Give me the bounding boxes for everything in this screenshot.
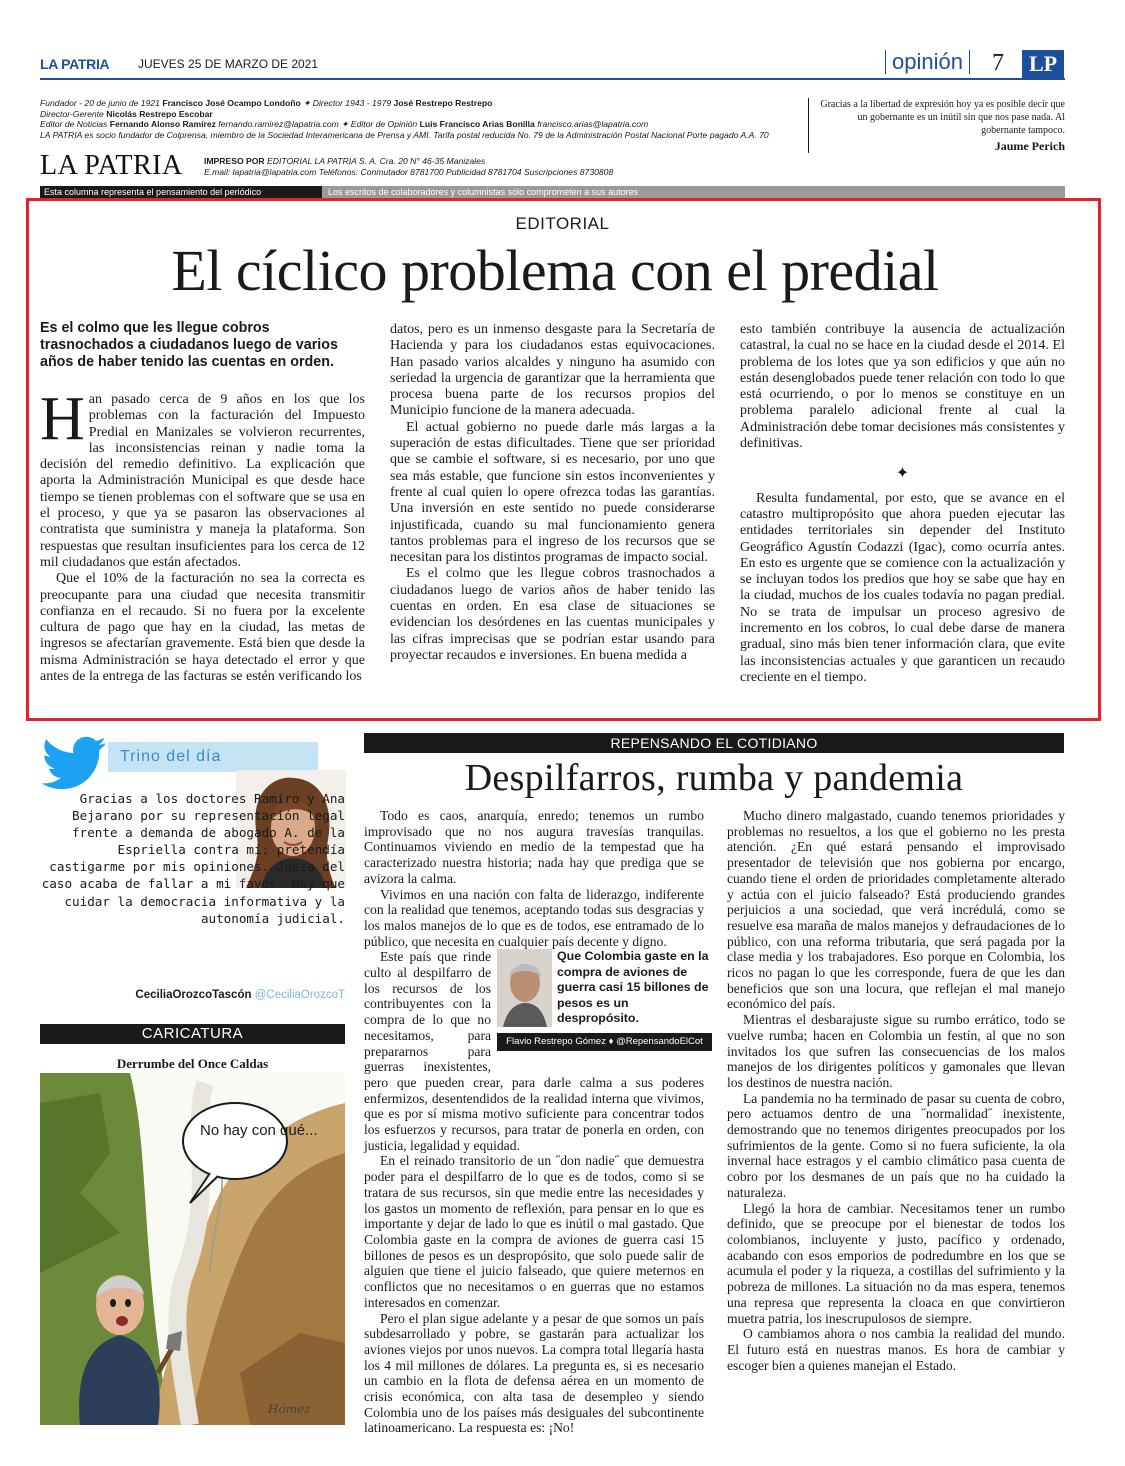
editorial-paragraph: esto también contribuye la ausencia de actualización catastral, la cual no se hace en la ciudad desde el 2014. El problema de los lotes que ya son edificios y que aún no están desenglobados puede tener relación con todo lo que está ocurriendo, o por lo menos se constituye en un problema paralelo adicional frente al cual la Administración debe tomar decisiones más consistentes y definitivas. [740,322,1065,452]
trino-text: Gracias a los doctores Ramiro y Ana Bejarano por su representación legal frente a demanda de abogado A. de la Espriella contra mí: pretendía castigarme por mis opiniones. Jueza del caso acaba de fallar a mi favor. Hay que cuidar la democracia informativa y la autonomía judicial. [41,791,345,926]
editorial-label: EDITORIAL [515,214,610,233]
cartoonist-signature: Hómez [268,1402,311,1416]
editorial-column-1 [40,385,365,685]
caricatura-title: Derrumbe del Once Caldas [116,1056,269,1071]
issue-date: JUEVES 25 DE MARZO DE 2021 [138,57,319,71]
editorial-paragraph: Es el colmo que les llegue cobros trasnochados a ciudadanos luego de varios años de haber tenido las cuentas en orden. En esa clase de situaciones se evidencian los desórdenes en las cuentas municipales y las cifras imprecisas que se podrían estar usando para proyectar recaudos e inversiones. En buena medida a [390,566,715,663]
section-label: opinión [885,50,970,74]
separator-star: ✦ [895,465,910,483]
editorial-paragraph: Resulta fundamental, por esto, que se avance en el catastro multipropósito que ahora pueden ejecutar las entidades territoriales sin depender del Instituto Geográfico Agustín Codazzi (Igac), como ocurría antes. En esto es urgente que se comience con la actualización y se incluyan todos los predios que hoy se sabe que hay en la ciudad, muchos de los cuales todavía no pagan predial. No se trata de impulsar un proceso agresivo de incremento en los cobros, lo cual debe darse de manera gradual, sino más bien tener información clara, que evite las inconsistencias actuales y que garanticen un recaudo creciente en el tiempo. [740,490,1065,685]
column-paragraph: La pandemia no ha terminado de pasar su cuenta de cobro, pero actuamos dentro de una ˝normalidad˝ inexistente, demostrando que no tenemos dirigentes preocupados por los sufrimientos de la gente. Como si no fuera suficiente, la ola invernal hace estragos y el cambio climático pasa cuenta de cobro por los desmanes de un país que no ha cuidado la naturaleza. [727,1090,1065,1200]
twitter-bird-icon [40,733,110,793]
lp-badge: LP [1022,50,1064,78]
masthead-text: francisco.arias@lapatria.com [534,119,649,129]
editorial-column-3 [740,322,1065,686]
masthead-text: fernando.ramirez@lapatria.com ✦ Editor de Opinión [215,119,420,129]
columnist-photo [497,949,552,1027]
paragraph-text: Este país que rinde culto al despilfarro de los recursos de los contribuyentes con la compra de lo que no necesitamos, para prepararnos para guerras inexistentes, pero que pueden crear, para darle calma a sus poderes enfermizos, desentendidos de la realidad interna que vivimos, que es por sí misma motivo suficiente para concentrar todos los esfuerzos y recursos, para tratar de ponerla en orden, con justicia, legalidad y equidad. [364,949,704,1153]
disclaimer-right: Los escritos de colaboradores y columnistas sólo comprometen a sus autores [328,187,639,197]
disclaimer-strip [40,186,1065,198]
editorial-paragraph: El actual gobierno no puede darle más largas a la superación de estas dificultades. Tiene que ser prioridad que se cambie el software, si es necesario, por uno que sea más estable, que funcione sin estos inconvenientes y frente al cual quien lo opere ofrezca todas las garantías. Una inversión en este sentido no puede considerarse injustificada, cuando su mal funcionamiento genera tantos problemas para el ingreso de los recursos que se necesitan para los distintos programas de impacto social. [390,419,715,566]
editorial-paragraph: Que el 10% de la facturación no sea la correcta es preocupante para una ciudad que necesita transmitir confianza en el recaudo. Si no fuera por la excelente cultura de pago que hay en la ciudad, las metas de ingresos se afectarían gravemente. Está bien que desde la misma Administración se haya detectado el error y que antes de la entrega de las facturas se estén verificando los [40,571,365,685]
disclaimer-left: Esta columna representa el pensamiento del periódico [40,186,322,198]
opinion-editor-name: Luis Francisco Arias Bonilla [419,119,535,129]
newspaper-logo: LA PATRIA [40,150,183,181]
quote-text: Gracias a la libertad de expresión hoy ya es posible decir que un gobernante es un inútil sin que nos pase nada. Al gobernante tampoco. [820,99,1065,136]
newspaper-logo-small: LA PATRIA [40,56,110,72]
printer-info [204,156,613,177]
column-section-label: REPENSANDO EL COTIDIANO [364,733,1064,753]
caricatura-label: CARICATURA [40,1024,345,1044]
pull-quote-box [497,949,712,1055]
drop-cap: H [40,385,85,453]
column-body-2 [727,808,1065,1373]
editorial-title: El cíclico problema con el predial [171,238,939,303]
masthead-text: Fundador - 20 de junio de 1921 [40,98,163,108]
column-paragraph: Todo es caos, anarquía, enredo; tenemos un rumbo improvisado que no nos augura travesías tranquilas. Continuamos viviendo en medio de la tempestad que ha caracterizado nuestra historia; nada hay que prediga que se avizora la calma. [364,808,704,886]
column-title: Despilfarros, rumba y pandemia [464,757,964,799]
column-body-1 [364,808,709,1436]
editorial-column-2 [390,322,715,664]
page-number: 7 [992,50,1004,76]
masthead-credits [40,98,790,140]
paragraph-text: an pasado cerca de 9 años en los que los problemas con la facturación del Impuesto Predial en Manizales se volvieron recurrentes, las inconsistencias reinan y nadie toma la decisión del remedio definitivo. La explicación que aporta la Administración Municipal es que desde hace tiempo se tienen problemas con el software que se usa en el proceso, y que ya se pasaron las observaciones al contratista que suministra y maneja la plataforma. Son respuestas que resultan insuficientes para los cerca de 12 mil ciudadanos que están afectados. [40,392,365,570]
pull-quote: Que Colombia gaste en la compra de aviones de guerra casi 15 billones de pesos es un despropósito. [557,949,709,1026]
header-rule [40,78,1065,80]
column-paragraph: En el reinado transitorio de un ˝don nadie˝ que demuestra poder para el despilfarro de lo que es de todos, como si se tratara de sus recursos, sin que medie entre las necesidades y los gastos un momento de reflexión, para pensar en lo que es importante y dejar de lado lo que es inútil o mal gastado. Que Colombia gaste en la compra de aviones de guerra casi 15 billones de pesos es un despropósito, que solo puede salir de alguien que tiene el juicio falseado, que quiere meternos en conflictos que no necesitamos o en guerras que no estamos interesados en comenzar. [364,1153,704,1310]
speech-bubble-text: No hay con qué... [200,1122,318,1139]
masthead-text: Director-Gerente [40,108,107,119]
editorial-paragraph [40,385,365,571]
founder-name: Francisco José Ocampo Londoño [162,98,301,108]
columnist-signature: Flavio Restrepo Gómez ♦ @RepensandoElCot [497,1033,712,1051]
masthead-text: ✦ Director 1943 - 1979 [300,98,394,108]
trino-author: CeciliaOrozcoTascón [135,989,252,1001]
masthead-text: Editor de Noticias [40,119,110,129]
column-paragraph: Mientras el desbarajuste sigue su rumbo errático, todo se vuelve rumba; hacen en Colombia un festín, al que no son invitados los que sufren las consecuencias de los malos manejos de los dirigentes políticos y gamonales que llevan los destinos de nuestra nación. [727,1012,1065,1090]
masthead-text: LA PATRIA es socio fundador de Colprensa, miembro de la Sociedad Interamericana de Prensa y AMI. Tarifa postal reducida No. 79 de la Administración Postal Nacional Porte pagado A.A. 70 [40,129,769,140]
news-editor-name: Fernando Alonso Ramírez [109,119,216,129]
trino-label: Trino del día [120,748,222,765]
column-paragraph: Llegó la hora de cambiar. Necesitamos tener un rumbo definido, que se preocupe por el bienestar de todos los colombianos, incluyente y justo, pacífico y ordenado, acabando con esos emporios de podredumbre en los que se acumula el poder y la riqueza, a costillas del sufrimiento y la pobreza de millones. La situación no da mas espera, tenemos una represa que representa la cloaca en que convirtieron muetra patria, los inescrupulosos de siempre. [727,1200,1065,1326]
quote-author: Jaume Perich [994,139,1065,153]
column-paragraph: Mucho dinero malgastado, cuando tenemos prioridades y problemas no resueltos, a los que el gobierno no les presta atención. ¿En qué estará pensando el improvisado presentador de televisión que nos gobierna por encargo, cuando tiene el orden de prioridades completamente alterado y actúa con el juicio falseado? Está produciendo grandes perjuicios a una sociedad, que verá incrédulá, como se resuelve esa maraña de malos manejos y defraudaciones de lo público, con una reforma tributaria, que será pagada por la clase media y los trabajadores. Eso porque en Colombia, los ricos no pagan lo que les corresponde, fuera de que les dan beneficios que son una locura, que reflejan el mal manejo económico del país. [727,808,1065,1012]
trino-signature [40,989,345,1001]
director-gerente-name: Nicolás Restrepo Escobar [106,108,213,119]
director-name: José Restrepo Restrepo [393,98,493,108]
trino-handle[interactable]: @CeciliaOrozcoT [254,989,345,1001]
cartoon-illustration [40,1073,345,1425]
contact-info: E.mail: lapatria@lapatria.com Teléfonos: Conmutador 8781700 Publicidad 8781704 Suscripciones 8730808 [204,166,614,177]
editorial-paragraph: datos, pero es un inmenso desgaste para la Secretaría de Hacienda y para los ciudadanos estas equivocaciones. Han pasado varios alcaldes y ninguno ha asumido con seriedad la urgencia de garantizar que la herramienta que procesa buena parte de los recursos propios del Municipio funcione de la manera adecuada. [390,322,715,419]
column-paragraph: Vivimos en una nación con falta de liderazgo, indiferente con la realidad que tenemos, aceptando todas sus desgracias y los malos manejos de lo que es de todos, ese entramado de lo público, que necesita en cualquier país decente y digno. [364,886,704,949]
printer-address: EDITORIAL LA PATRIA S. A. Cra. 20 N° 46-35 Manizales [264,156,486,166]
column-paragraph [364,949,709,1153]
printer-label: IMPRESO POR [204,156,265,166]
column-paragraph: O cambiamos ahora o nos cambia la realidad del mundo. El futuro está en nuestras manos. Es hora de cambiar y escoger bien a quienes manejan el Estado. [727,1326,1065,1373]
editorial-lead: Es el colmo que les llegue cobros trasnochados a ciudadanos luego de varios años de haber tenido las cuentas en orden. [40,320,338,370]
column-paragraph: Pero el plan sigue adelante y a pesar de que somos un país subdesarrollado y pobre, se gastarán para actualizar los aviones viejos por unos nuevos. La compra total llegaría hasta los 4 mil millones de dólares. La pregunta es, si es necesario un cambio en la flota de defensa aérea en un momento de crisis económica, con alta tasa de desempleo y siendo Colombia uno de los países más desiguales del subcontinente latinoamericano. La respuesta es: ¡No! [364,1310,704,1436]
quote-box [808,98,1065,153]
